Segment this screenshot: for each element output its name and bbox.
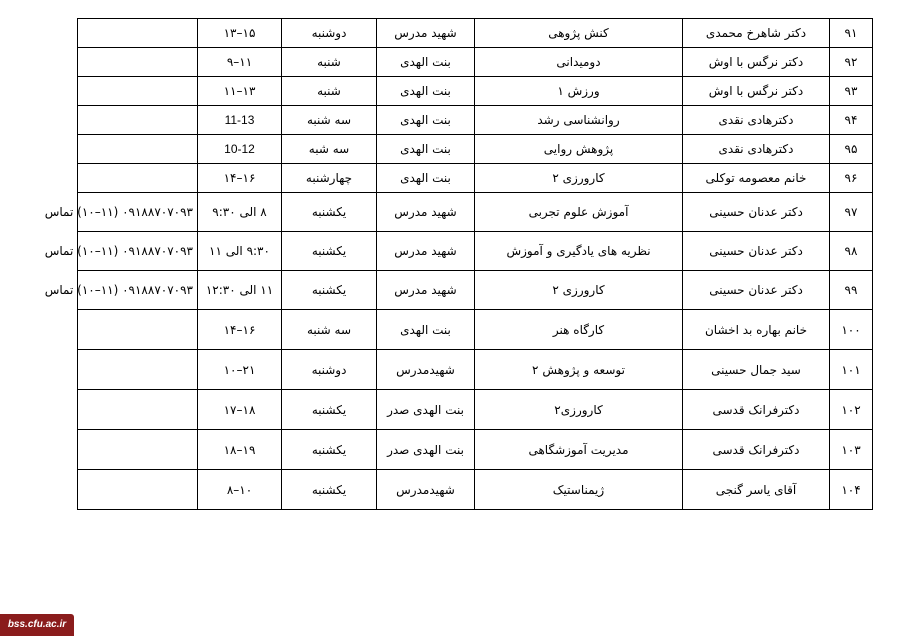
course-name: کارورزی۲ (475, 390, 683, 430)
site-logo[interactable]: bss.cfu.ac.ir (0, 614, 74, 636)
note (78, 135, 198, 164)
time: ۱۰–۸ (198, 470, 282, 510)
table-row (78, 135, 873, 164)
row-number: ۱۰۳ (830, 430, 873, 470)
table-row (78, 310, 873, 350)
course-name: کارگاه هنر (475, 310, 683, 350)
place: شهید مدرس (377, 271, 475, 310)
day: یکشنبه (282, 470, 377, 510)
place: شهیدمدرس (377, 470, 475, 510)
teacher-name: دکتر شاهرخ محمدی (683, 19, 830, 48)
place: شهید مدرس (377, 19, 475, 48)
note (78, 310, 198, 350)
teacher-name: دکتر عدنان حسینی (683, 271, 830, 310)
note (78, 350, 198, 390)
time: ۸ الی ۹:۳۰ (198, 193, 282, 232)
table-row (78, 48, 873, 77)
row-number: ۹۵ (830, 135, 873, 164)
place: شهید مدرس (377, 193, 475, 232)
time: ۱۳–۱۱ (198, 77, 282, 106)
day: چهارشنبه (282, 164, 377, 193)
time: ۱۱–۹ (198, 48, 282, 77)
teacher-name: آقای یاسر گنجی (683, 470, 830, 510)
note (78, 48, 198, 77)
day: سه شبه (282, 135, 377, 164)
course-name: پژوهش روایی (475, 135, 683, 164)
time: ۲۱–۱۰ (198, 350, 282, 390)
note (78, 430, 198, 470)
note (78, 470, 198, 510)
note (78, 164, 198, 193)
teacher-name: دکتر نرگس با اوش (683, 77, 830, 106)
place: بنت الهدی (377, 135, 475, 164)
schedule-table (44, 18, 873, 510)
course-name: آموزش علوم تجربی (475, 193, 683, 232)
course-name: کارورزی ۲ (475, 271, 683, 310)
table-row (78, 164, 873, 193)
day: یکشنبه (282, 193, 377, 232)
row-number: ۹۳ (830, 77, 873, 106)
teacher-name: دکترفرانک قدسی (683, 390, 830, 430)
note: ۰۹۱۸۸۷۰۷۰۹۳ (۱۱–۱۰) تماس (78, 193, 198, 232)
day: یکشنبه (282, 390, 377, 430)
row-number: ۱۰۰ (830, 310, 873, 350)
place: بنت الهدی (377, 77, 475, 106)
course-name: توسعه و پژوهش ۲ (475, 350, 683, 390)
table-row (78, 350, 873, 390)
place: بنت الهدی (377, 48, 475, 77)
table-row (78, 106, 873, 135)
day: یکشنبه (282, 271, 377, 310)
day: سه شنبه (282, 310, 377, 350)
row-number: ۱۰۴ (830, 470, 873, 510)
teacher-name: دکترهادی نقدی (683, 106, 830, 135)
course-name: ورزش ۱ (475, 77, 683, 106)
row-number: ۱۰۱ (830, 350, 873, 390)
course-name: مدیریت آموزشگاهی (475, 430, 683, 470)
table-row (78, 193, 873, 232)
table-row (78, 77, 873, 106)
course-name: روانشناسی رشد (475, 106, 683, 135)
teacher-name: خانم بهاره بد اخشان (683, 310, 830, 350)
day: دوشنبه (282, 19, 377, 48)
table-row (78, 232, 873, 271)
teacher-name: دکترهادی نقدی (683, 135, 830, 164)
place: بنت الهدی صدر (377, 430, 475, 470)
table-row (78, 430, 873, 470)
course-name: کارورزی ۲ (475, 164, 683, 193)
time: ۱۶–۱۴ (198, 164, 282, 193)
note (78, 19, 198, 48)
row-number: ۹۲ (830, 48, 873, 77)
table-row (78, 19, 873, 48)
table-row (78, 390, 873, 430)
course-name: ژیمناستیک (475, 470, 683, 510)
day: یکشنبه (282, 232, 377, 271)
teacher-name: دکتر نرگس با اوش (683, 48, 830, 77)
day: دوشنبه (282, 350, 377, 390)
row-number: ۹۸ (830, 232, 873, 271)
day: شنبه (282, 77, 377, 106)
course-name: دومیدانی (475, 48, 683, 77)
row-number: ۹۱ (830, 19, 873, 48)
day: یکشنبه (282, 430, 377, 470)
teacher-name: سید جمال حسینی (683, 350, 830, 390)
time: ۹:۳۰ الی ۱۱ (198, 232, 282, 271)
time: 10-12 (198, 135, 282, 164)
row-number: ۹۶ (830, 164, 873, 193)
teacher-name: خانم معصومه توکلی (683, 164, 830, 193)
table-row (78, 271, 873, 310)
teacher-name: دکتر عدنان حسینی (683, 232, 830, 271)
time: ۱۸–۱۷ (198, 390, 282, 430)
time: ۱۱ الی ۱۲:۳۰ (198, 271, 282, 310)
row-number: ۹۴ (830, 106, 873, 135)
time: ۱۶–۱۴ (198, 310, 282, 350)
row-number: ۱۰۲ (830, 390, 873, 430)
place: شهیدمدرس (377, 350, 475, 390)
note (78, 390, 198, 430)
teacher-name: دکتر عدنان حسینی (683, 193, 830, 232)
time: ۱۹–۱۸ (198, 430, 282, 470)
note (78, 77, 198, 106)
place: بنت الهدی (377, 164, 475, 193)
note: ۰۹۱۸۸۷۰۷۰۹۳ (۱۱–۱۰) تماس (78, 232, 198, 271)
place: بنت الهدی (377, 106, 475, 135)
course-name: کنش پژوهی (475, 19, 683, 48)
place: شهید مدرس (377, 232, 475, 271)
row-number: ۹۷ (830, 193, 873, 232)
note (78, 106, 198, 135)
place: بنت الهدی (377, 310, 475, 350)
time: 11-13 (198, 106, 282, 135)
note: ۰۹۱۸۸۷۰۷۰۹۳ (۱۱–۱۰) تماس (78, 271, 198, 310)
table-row (78, 470, 873, 510)
teacher-name: دکترفرانک قدسی (683, 430, 830, 470)
course-name: نظریه های یادگیری و آموزش (475, 232, 683, 271)
row-number: ۹۹ (830, 271, 873, 310)
day: شنبه (282, 48, 377, 77)
place: بنت الهدی صدر (377, 390, 475, 430)
time: ۱۵–۱۳ (198, 19, 282, 48)
day: سه شنبه (282, 106, 377, 135)
